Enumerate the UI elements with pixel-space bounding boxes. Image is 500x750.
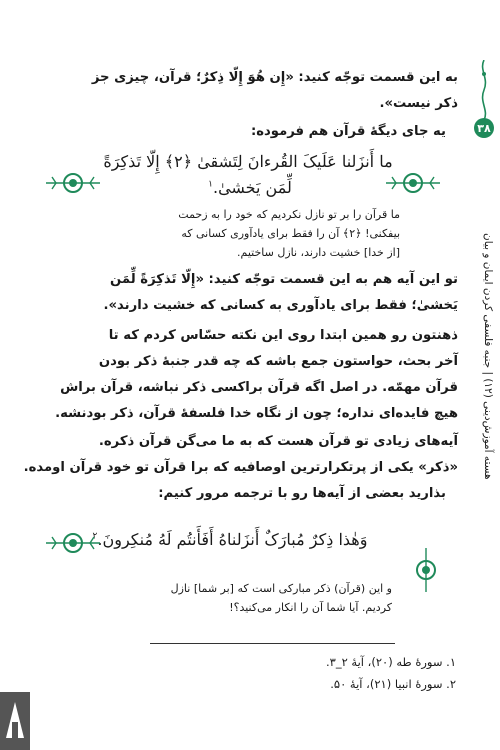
vine-ornament-icon: [42, 530, 104, 556]
verse1-arabic-line1: ما أَنزَلنا عَلَیکَ القُرءانَ لِتَشقیٰ ﴿۲﴾ إِلّا تَذکِرَةً: [103, 152, 393, 171]
body-line-6: ذهنتون رو همین ابتدا روی این نکته حسّاس کردم که تا: [108, 328, 458, 343]
vine-ornament-icon: [42, 170, 104, 196]
body-line-4: تو این آیه هم به این قسمت توجّه کنید: «إِلّا تَذکِرَةً لِّمَن: [110, 272, 458, 287]
verse2-translation-2: کردیم. آیا شما آن را انکار می‌کنید؟!: [229, 601, 392, 614]
verse1-translation-1: ما قرآن را بر تو نازل نکردیم که خود را به زحمت: [178, 208, 400, 221]
body-line-7: آخر بحث، حواستون جمع باشه که چه قدر جنبهٔ ذکر بودن: [98, 354, 458, 369]
verse1-translation-3: [از خدا] خشیت دارند، نازل ساختیم.: [237, 246, 400, 259]
verse2-arabic-text: وَهٰذا ذِکرٌ مُبارَکٌ أَنزَلناهُ أَفَأَنتُم لَهُ مُنکِرونَ.: [97, 530, 368, 549]
body-line-5: یَخشیٰ؛ فقط برای یادآوری به کسانی که خشیت دارند».: [103, 298, 458, 313]
vine-ornament-icon: [408, 548, 444, 592]
body-line-3: یه جای دیگهٔ قرآن هم فرموده:: [250, 124, 446, 139]
body-line-2: ذکر نیست».: [379, 96, 458, 111]
verse1-translation-2: بیفکنی! ﴿۲﴾ آن را فقط برای یادآوری کسانی که: [181, 227, 400, 240]
verse1-arabic-line2: [140, 178, 360, 197]
footnote-divider: [150, 643, 395, 644]
body-line-8: قرآن مهمّه. در اصل اگه قرآن براکسی ذکر نباشه، قرآن براش: [60, 380, 458, 395]
verse2-translation-1: و این (قرآن) ذکر مبارکی است که [بر شما] نازل: [170, 582, 392, 595]
vine-ornament-icon: [382, 170, 444, 196]
verse1-footnote-ref: ۱: [208, 179, 213, 190]
page-number: ۳۸: [474, 118, 494, 138]
body-line-10: آیه‌های زیادی تو قرآن هست که به ما می‌گن قرآن ذکره.: [98, 434, 458, 449]
body-line-9: هیچ فایده‌ای نداره؛ چون از نگاه خدا فلسفهٔ قرآن، ذکر بودنشه.: [55, 406, 458, 421]
body-line-1: به این قسمت توجّه کنید: «إِن هُوَ إِلّا ذِکرٌ؛ قرآن، چیزی جز: [91, 70, 458, 85]
footnote-2: ۲. سورهٔ انبیا (۲۱)، آیهٔ ۵۰.: [330, 677, 456, 691]
running-title: هسته آموزش‌دینی (۱۲) | جنبه فلسفی کردن ایمان و بیان: [482, 233, 494, 480]
publisher-logo-icon: [0, 692, 30, 750]
body-line-12: بذارید بعضی از آیه‌ها رو با ترجمه مرور کنیم:: [158, 486, 446, 501]
verse2-footnote-ref: ۲: [92, 531, 98, 542]
verse1-arabic-line2-text: لِّمَن یَخشیٰ.: [212, 178, 292, 197]
verse2-arabic: [80, 530, 380, 549]
footnote-1: ۱. سورهٔ طه (۲۰)، آیهٔ ۲_۳.: [326, 655, 456, 669]
side-vine-icon: [477, 60, 491, 120]
body-line-11: «ذکر» یکی از پرتکرارترین اوصافیه که برا قرآن تو خود قرآن اومده.: [23, 460, 458, 475]
side-strip: [470, 0, 500, 750]
